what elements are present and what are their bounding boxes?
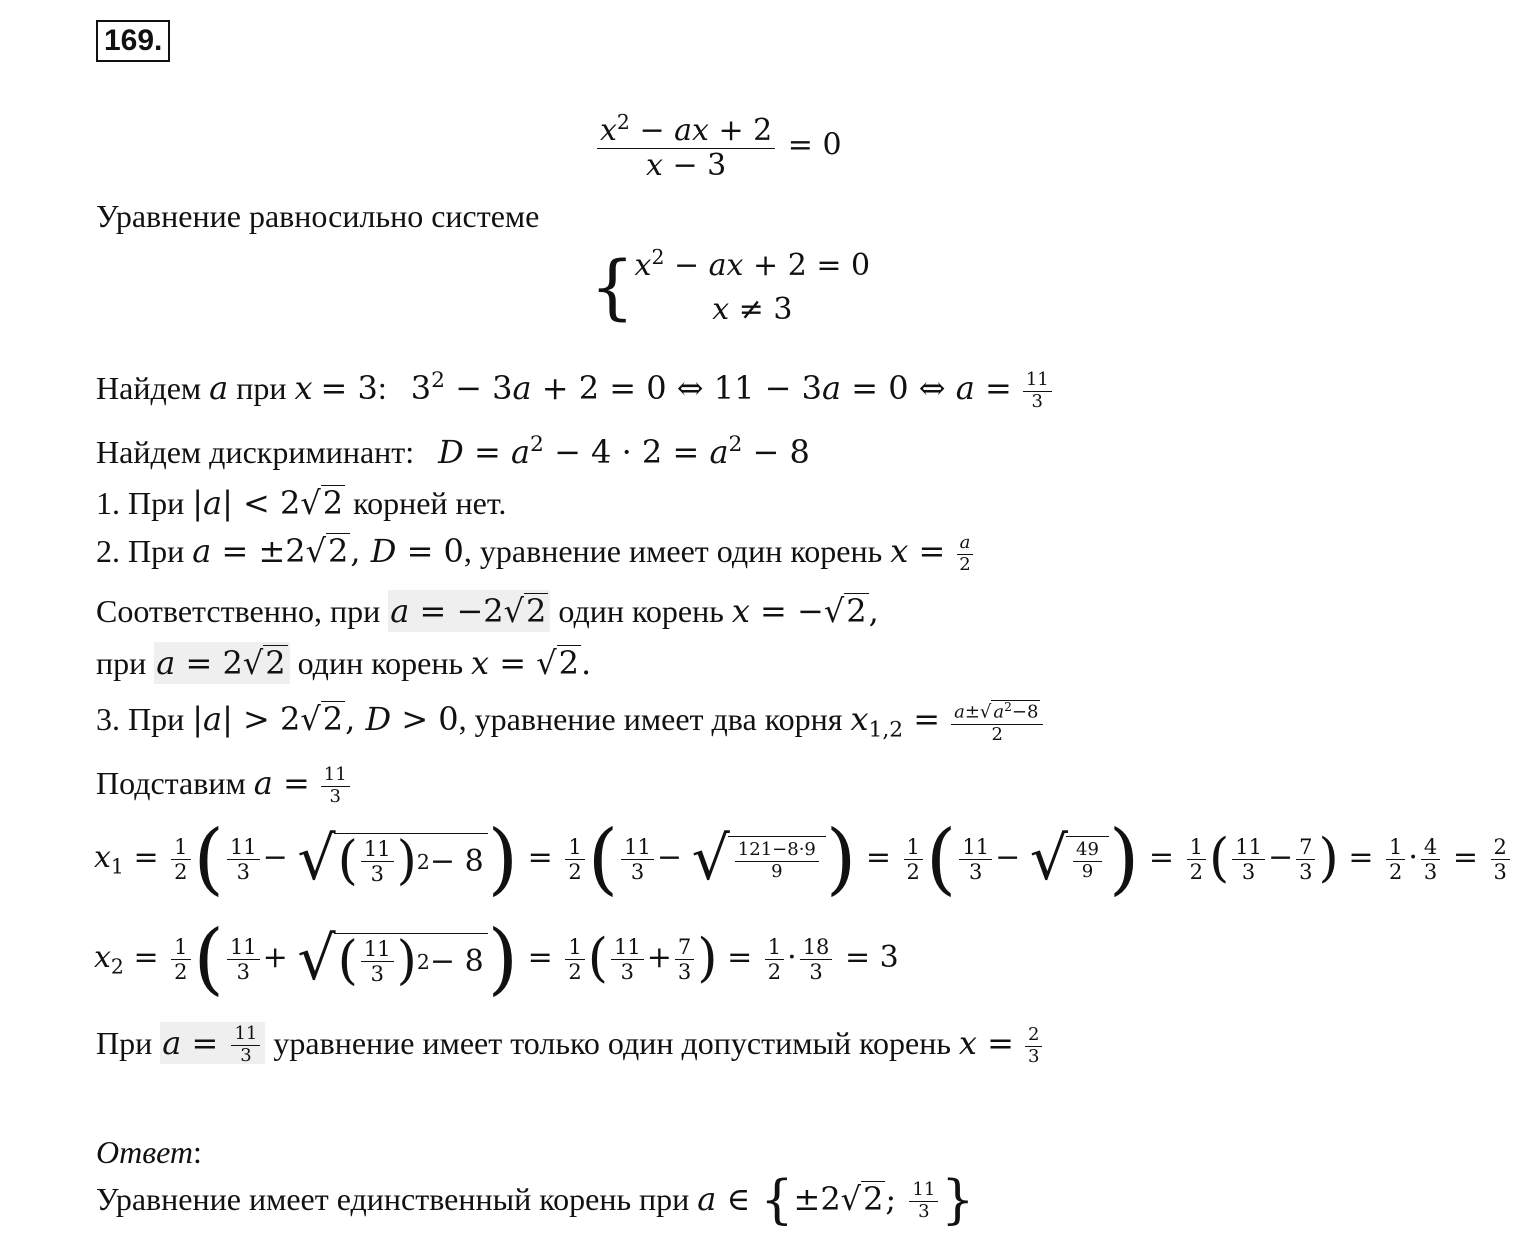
positive-root-line: при a = 2√2 один корень x = √2. bbox=[96, 644, 592, 682]
equivalent-text: Уравнение равносильно системе bbox=[96, 198, 540, 234]
conclusion-line: При a = $\frac{11}{3}$ уравнение имеет только один допустимый корень x = $\frac{2}{3}$ bbox=[96, 1024, 1045, 1067]
substitute-line: Подставим a = $\frac{11}{3}$ bbox=[96, 764, 353, 807]
find-a-line: Найдем a при x = 3: $3^2 - 3a + 2 = 0$ ⇔ 11 − 3a = 0 ⇔ a = $\frac{11}{3}$ bbox=[96, 368, 1055, 412]
answer-line: Уравнение имеет единственный корень при a ∈ {±2√2; $\frac{11}{3}$ } bbox=[96, 1170, 975, 1231]
case-3-line: 3. При |a| > 2√2, D > 0, уравнение имеет два корня $x_{1,2}$ = $\frac{a\pm√ a^2-8}{2}$ bbox=[96, 700, 1046, 745]
x1-computation: $x_1$ = $\frac{1}{2}$ ( $\frac{11}{3}$ − √ ( $\frac{11}{3}$ ) 2 − 8 ) = $\frac{1}{2}$ ( $\frac{11}{3}$ − √ $\frac{121-8\cdot 9}{9}$ ) = $\frac{1}{2}$ ( $\frac{11}{3}$ − √ $\frac{49}{9}$ ) = $\frac{1}{2}$ ( $\frac{11}{3}$ − $\frac{7}{3}$ ) = $\frac{1}{2}$ · $\frac{4}{3}$ = $\frac{2}{3}$ bbox=[94, 828, 1513, 890]
answer-label: Ответ: bbox=[96, 1134, 202, 1170]
discriminant-line: Найдем дискриминант: $D = a^2 - 4 \cdot 2 = a^2 - 8$ bbox=[96, 432, 810, 471]
equation-system: { $x^2$ − ax + 2 = 0 x ≠ 3 bbox=[590, 245, 871, 329]
main-equation: $\frac{x^2 - ax + 2}{x - 3}$ = 0 bbox=[594, 112, 842, 181]
case-2-line: 2. При a = ±2√2, D = 0, уравнение имеет один корень x = $\frac{a}{2}$ bbox=[96, 532, 977, 575]
accordingly-line: Соответственно, при a = −2√2 один корень x = −√2, bbox=[96, 592, 879, 630]
case-1-line: 1. При |a| < 2√2 корней нет. bbox=[96, 484, 507, 522]
x2-computation: $x_2$ = $\frac{1}{2}$ ( $\frac{11}{3}$ + √ ( $\frac{11}{3}$ ) 2 − 8 ) = $\frac{1}{2}$ ( $\frac{11}{3}$ + $\frac{7}{3}$ ) = $\frac{1}{2}$ · $\frac{18}{3}$ = 3 bbox=[94, 914, 899, 1004]
problem-number: 169. bbox=[96, 20, 170, 62]
